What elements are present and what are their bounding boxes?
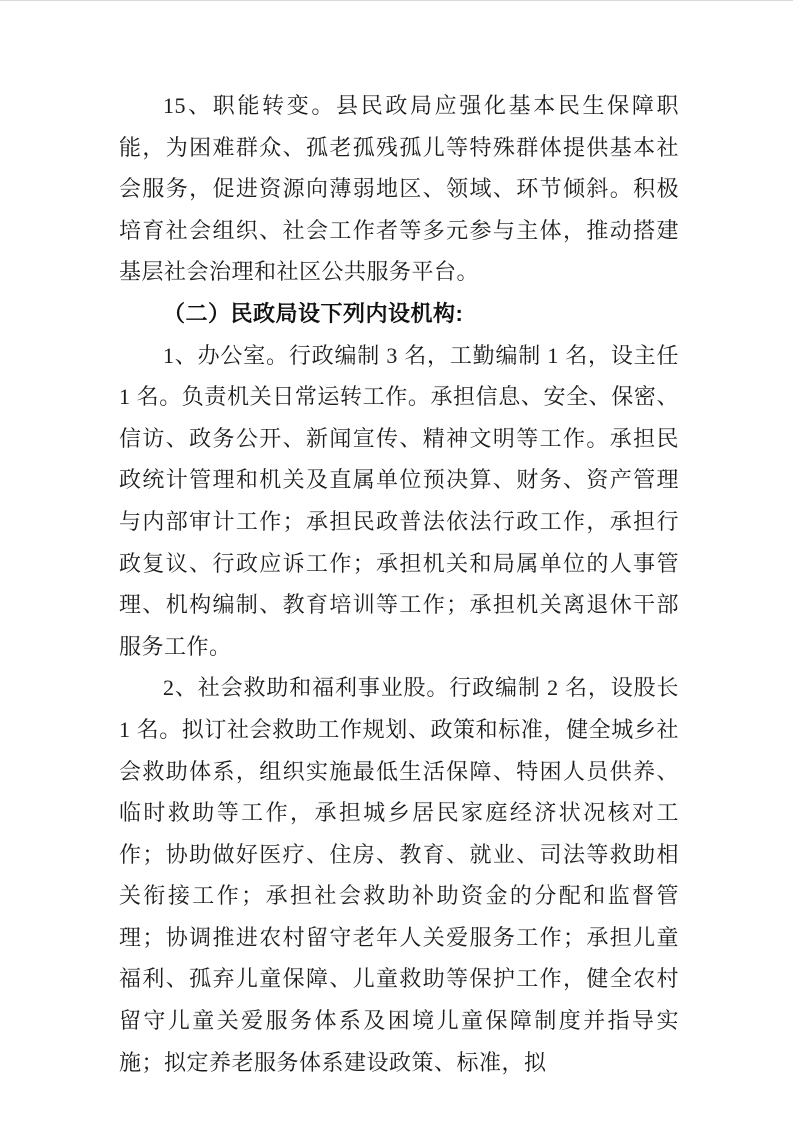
paragraph-item1-general-office: 1、办公室。行政编制 3 名，工勤编制 1 名，设主任 1 名。负责机关日常运转工作。承担信息、安全、保密、信访、政务公开、新闻宣传、精神文明等工作。承担民政统计管理和机关及直属单位预决算、财务、资产管理与内部审计工作；承担民政普法依法行政工作，承担行政复议、行政应诉工作；承担机关和局属单位的人事管理、机构编制、教育培训等工作；承担机关离退休干部服务工作。	[119, 342, 679, 659]
document-body	[119, 85, 679, 1083]
paragraph-item2-social-assistance-welfare: 2、社会救助和福利事业股。行政编制 2 名，设股长 1 名。拟订社会救助工作规划、政策和标准，健全城乡社会救助体系，组织实施最低生活保障、特困人员供养、临时救助等工作，承担城乡居民家庭经济状况核对工作；协助做好医疗、住房、教育、就业、司法等救助相关衔接工作；承担社会救助补助资金的分配和监督管理；协调推进农村留守老年人关爱服务工作；承担儿童福利、孤弃儿童保障、儿童救助等保护工作，健全农村留守儿童关爱服务体系及困境儿童保障制度并指导实施；拟定养老服务体系建设政策、标准，拟	[119, 675, 679, 1075]
section-heading-internal-organs: （二）民政局设下列内设机构:	[163, 300, 464, 326]
paragraph-item15-functions-transform: 15、职能转变。县民政局应强化基本民生保障职能，为困难群众、孤老孤残孤儿等特殊群体提供基本社会服务，促进资源向薄弱地区、领域、环节倾斜。积极培育社会组织、社会工作者等多元参与主体，推动搭建基层社会治理和社区公共服务平台。	[119, 93, 679, 285]
